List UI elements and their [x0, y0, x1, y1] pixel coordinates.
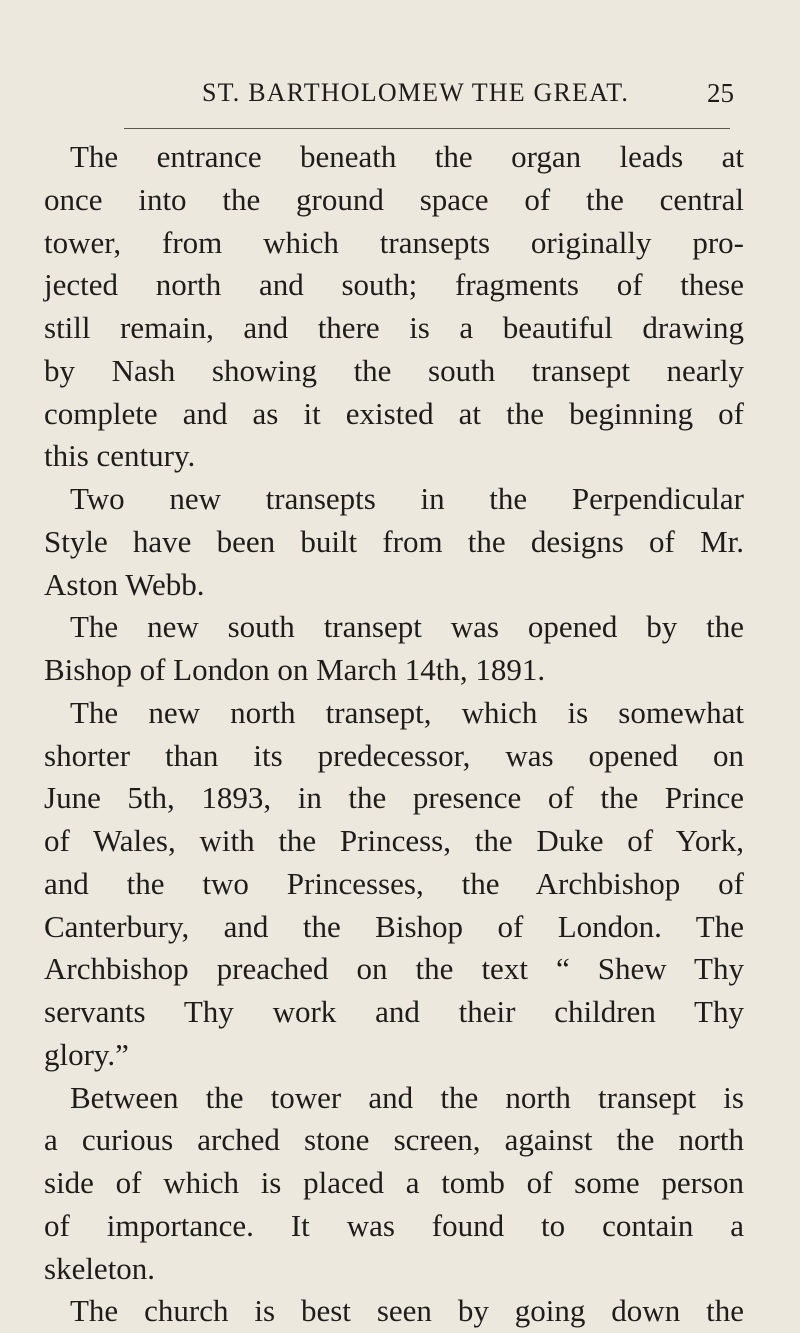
running-title: ST. BARTHOLOMEW THE GREAT.: [202, 78, 630, 107]
text-line: The entrance beneath the organ leads at: [70, 139, 744, 174]
text-line: The church is best seen by going down the: [70, 1293, 744, 1329]
text-line: Bishop of London on March 14th, 1891.: [44, 652, 546, 687]
text-line: a curious arched stone screen, against the north: [44, 1122, 744, 1158]
text-line: Between the tower and the north transept is: [70, 1079, 744, 1115]
text-line: Archbishop preached on the text “ Shew Thy: [44, 951, 744, 987]
text-line: and the two Princesses, the Archbishop of: [44, 865, 744, 901]
header-rule: [124, 128, 730, 129]
page-number: 25: [707, 78, 734, 108]
text-line: this century.: [44, 438, 196, 474]
body-text: [44, 136, 744, 1333]
text-line: The new south transept was opened by the: [70, 609, 744, 645]
text-line: Aston Webb.: [44, 566, 205, 602]
text-line: side of which is placed a tomb of some person: [44, 1165, 744, 1200]
text-line: still remain, and there is a beautiful drawing: [44, 310, 744, 345]
text-line: of Wales, with the Princess, the Duke of York,: [44, 823, 744, 858]
text-line: Two new transepts in the Perpendicular: [70, 481, 744, 516]
text-line: complete and as it existed at the beginning of: [44, 395, 744, 431]
text-line: tower, from which transepts originally pro-: [44, 224, 744, 260]
text-line: shorter than its predecessor, was opened on: [44, 737, 744, 773]
text-line: servants Thy work and their children Thy: [44, 994, 744, 1029]
text-line: skeleton.: [44, 1250, 156, 1286]
text-line: Canterbury, and the Bishop of London. The: [44, 908, 744, 944]
text-line: The new north transept, which is somewhat: [70, 694, 744, 730]
text-line: by Nash showing the south transept nearly: [44, 352, 744, 388]
page-header: [70, 78, 734, 114]
text-line: once into the ground space of the central: [44, 181, 744, 217]
text-line: June 5th, 1893, in the presence of the Prince: [44, 780, 744, 816]
text-line: Style have been built from the designs of Mr.: [44, 523, 744, 559]
text-line: of importance. It was found to contain a: [44, 1207, 744, 1243]
text-line: jected north and south; fragments of these: [44, 267, 744, 303]
text-line: glory.”: [44, 1036, 129, 1072]
